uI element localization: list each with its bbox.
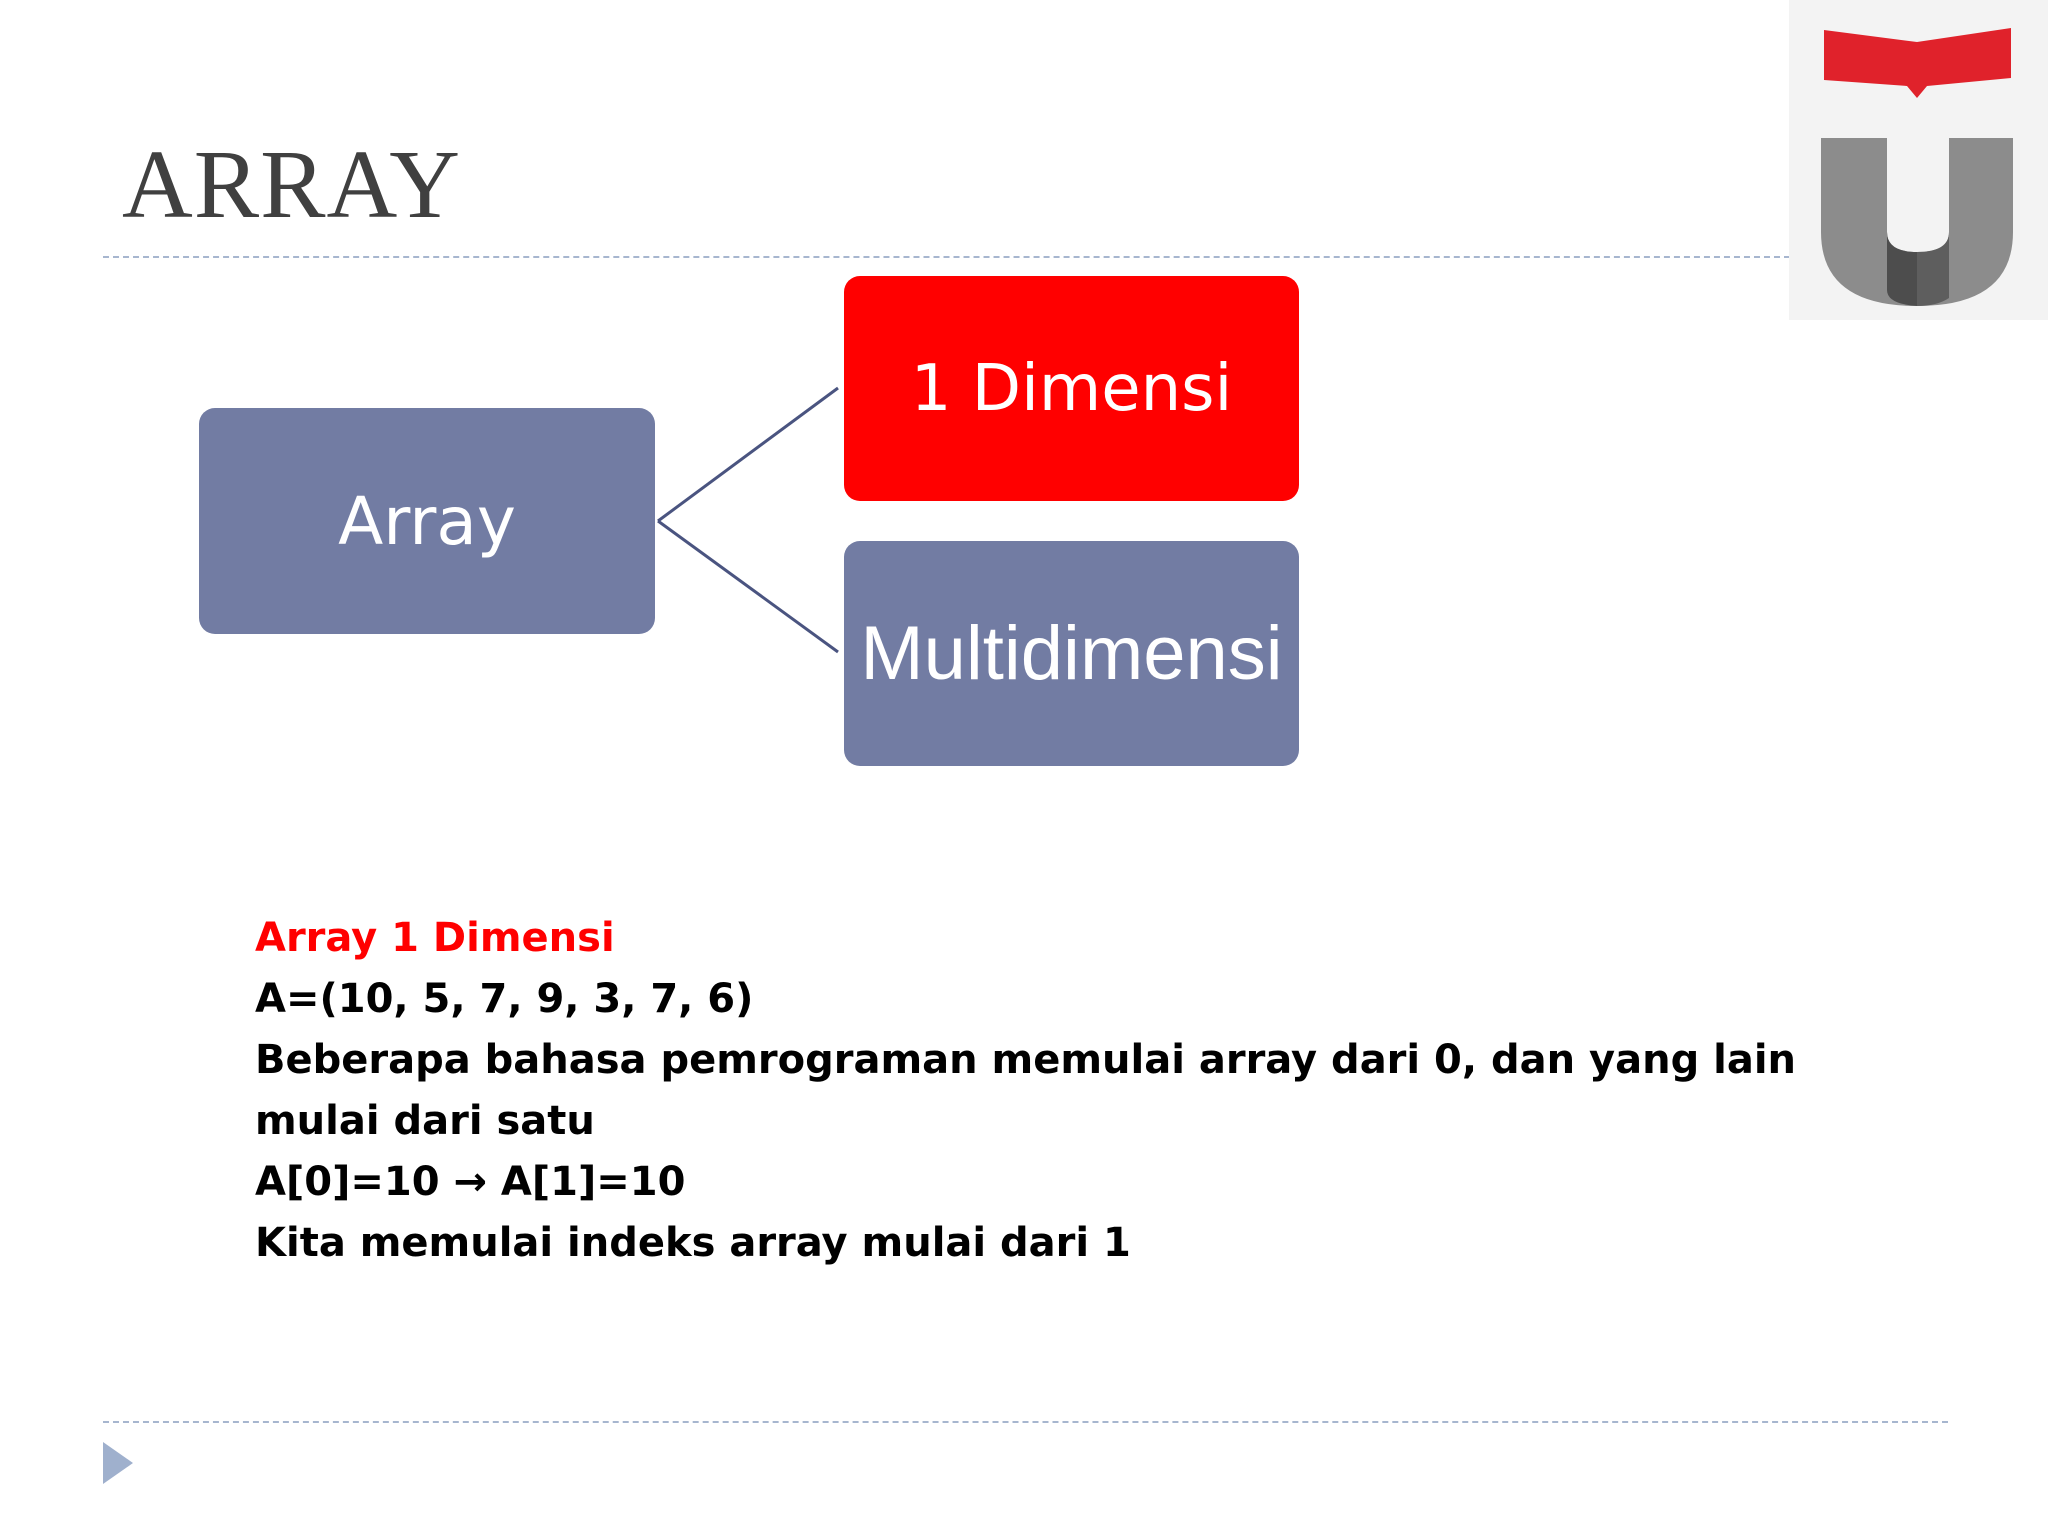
diagram-node-multidimensi [844, 541, 1299, 766]
logo-dark-shape-right [1917, 232, 1949, 306]
connector-to-1-dimensi [658, 388, 838, 521]
diagram-node-array-label: Array [338, 482, 516, 560]
play-triangle-icon [103, 1442, 133, 1484]
body-line: A[0]=10 → A[1]=10 [255, 1159, 686, 1205]
diagram-node-multidimensi-label: Multidimensi [860, 611, 1283, 696]
logo-dark-shape [1887, 232, 1917, 306]
body-line: mulai dari satu [255, 1098, 595, 1144]
body-text [255, 908, 1797, 1274]
diagram-node-1-dimensi [844, 276, 1299, 501]
slide-title: ARRAY [122, 131, 462, 239]
connector-to-multidimensi [658, 521, 838, 652]
logo-red-shape [1824, 28, 2011, 98]
body-line: A=(10, 5, 7, 9, 3, 7, 6) [255, 976, 754, 1022]
diagram-node-1-dimensi-label: 1 Dimensi [910, 351, 1233, 426]
body-line: Kita memulai indeks array mulai dari 1 [255, 1220, 1131, 1266]
diagram-node-array [199, 408, 655, 634]
university-logo-icon [1789, 0, 2048, 320]
top-divider [103, 256, 1790, 258]
bottom-divider [103, 1421, 1948, 1423]
body-heading: Array 1 Dimensi [255, 915, 615, 961]
body-line: Beberapa bahasa pemrograman memulai array dari 0, dan yang lain [255, 1037, 1797, 1083]
